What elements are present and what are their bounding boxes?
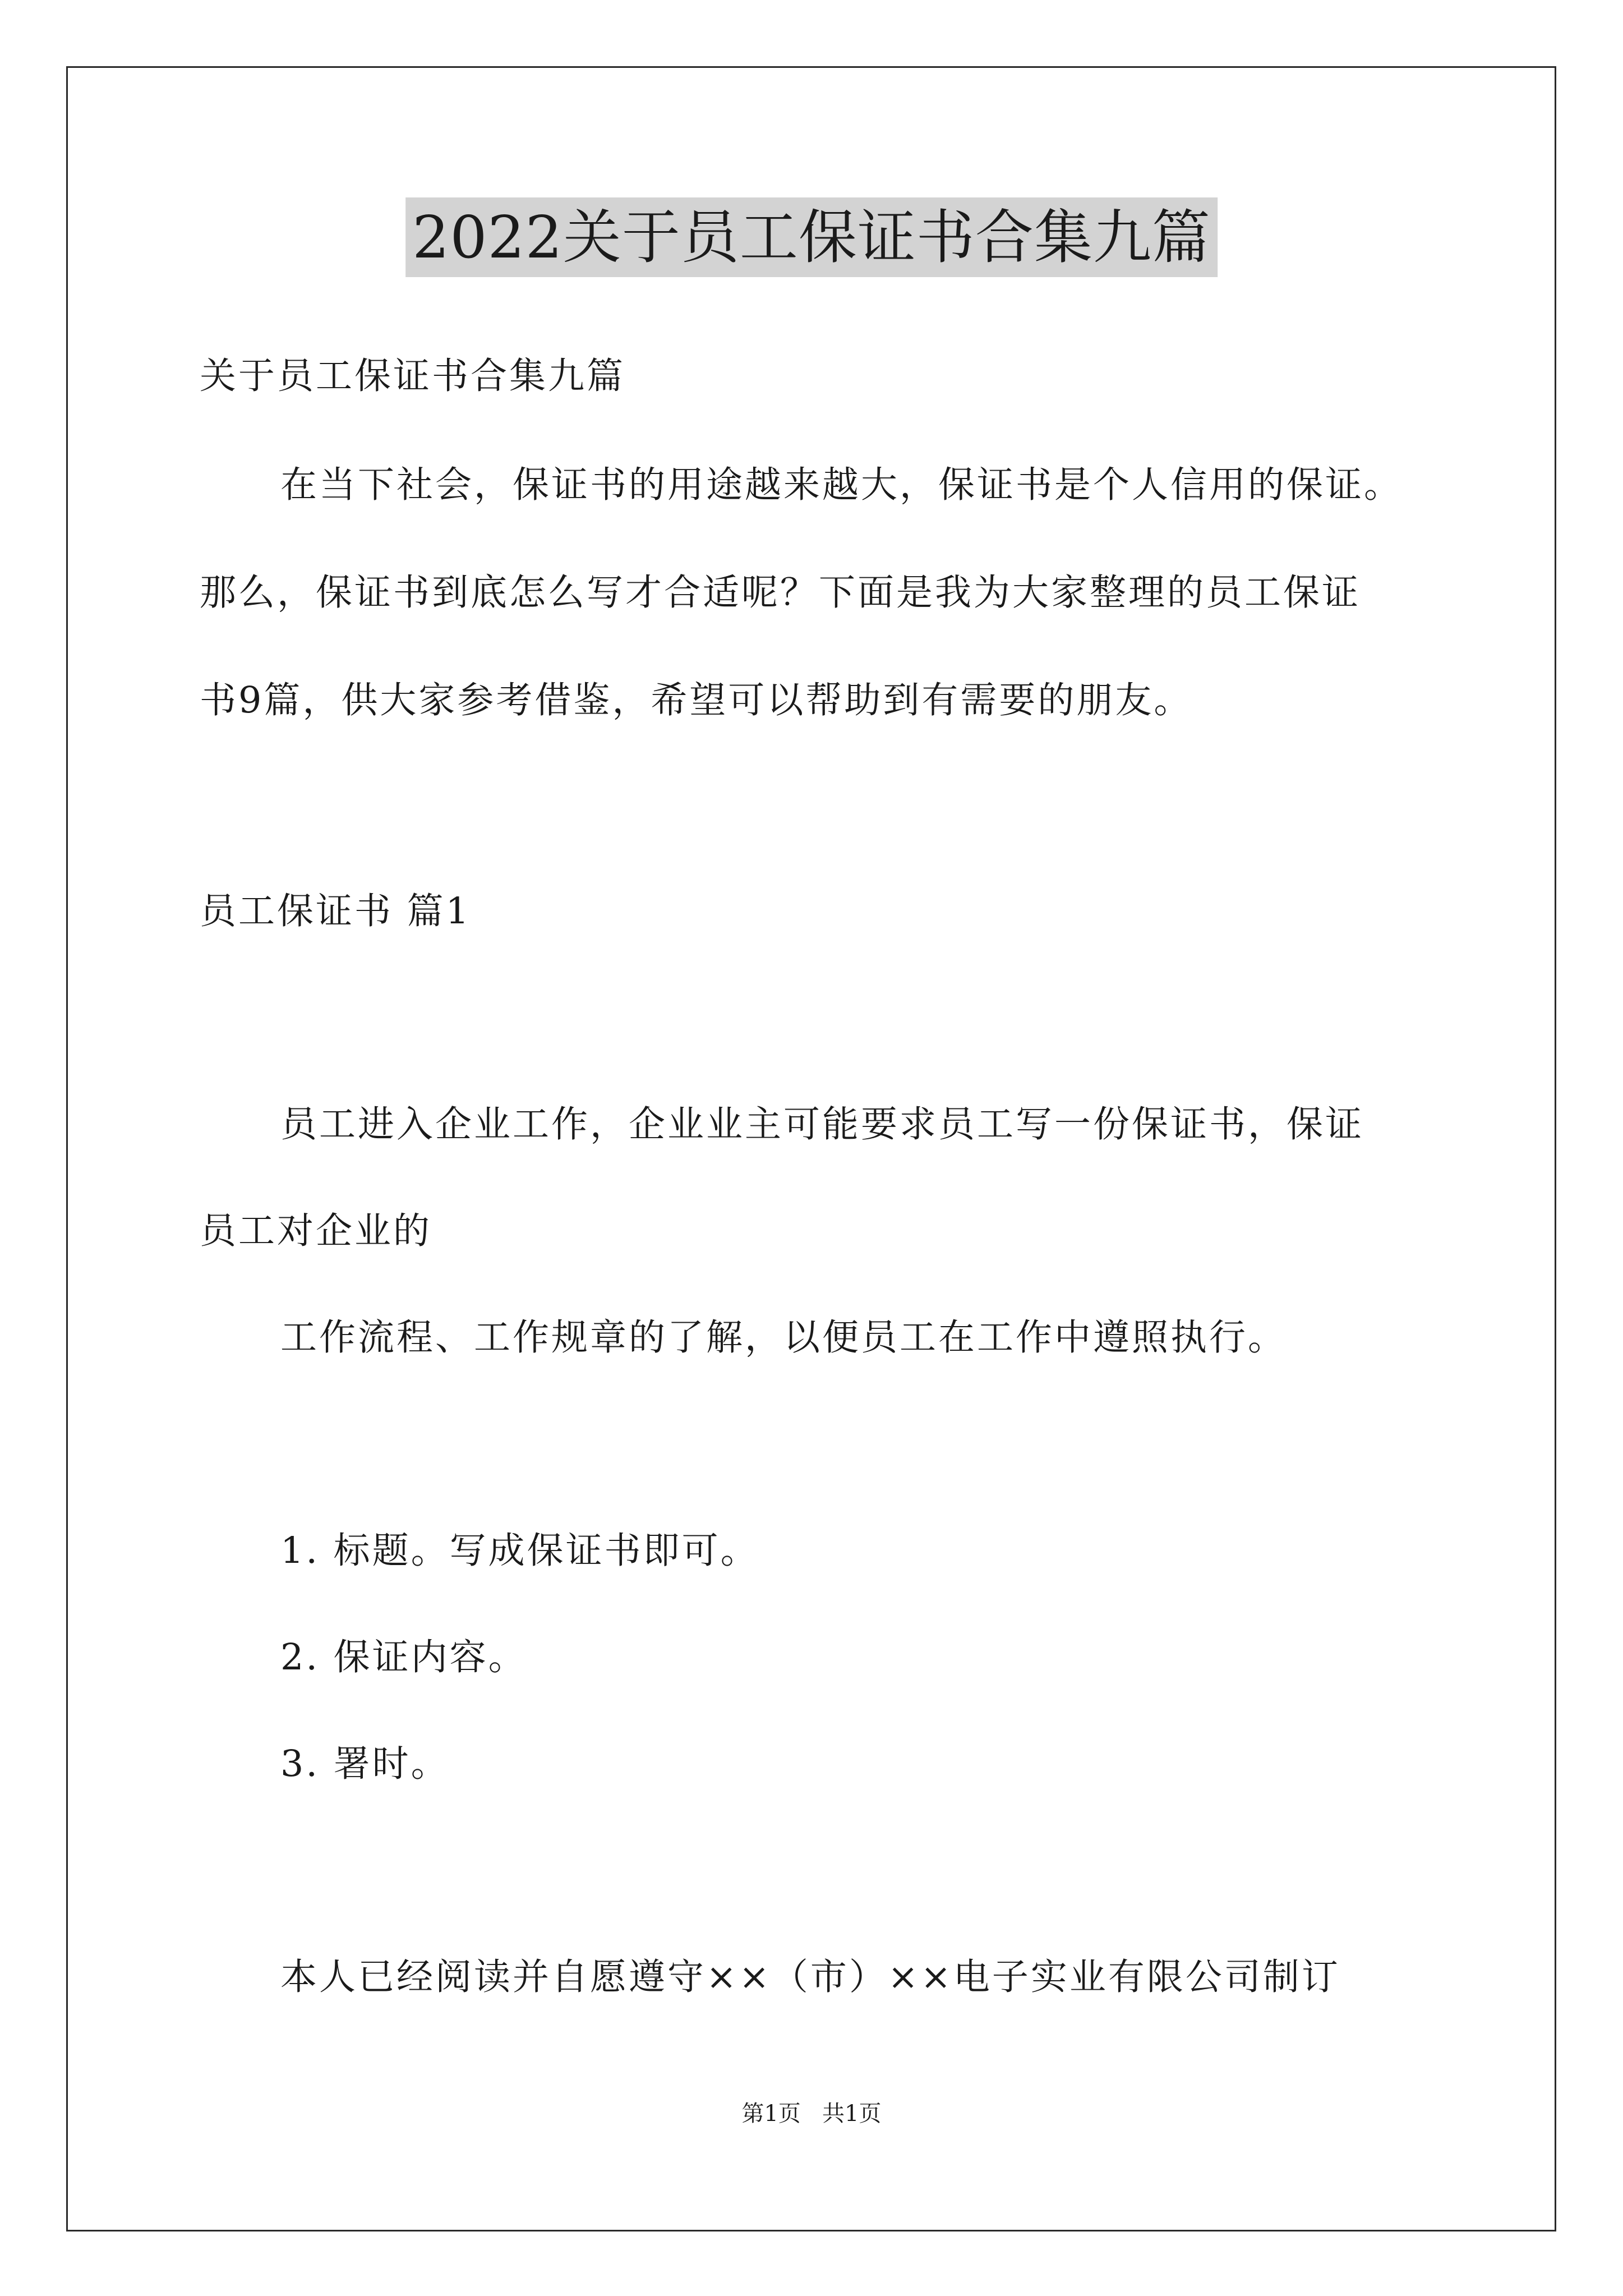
section-body-line-3: 工作流程、工作规章的了解，以便员工在工作中遵照执行。 (280, 1317, 1287, 1359)
list-item: 3. 署时。 (280, 1743, 450, 1785)
document-subtitle: 关于员工保证书合集九篇 (200, 355, 626, 397)
section-heading: 员工保证书 篇1 (200, 890, 472, 932)
section-body-line-1: 员工进入企业工作，企业业主可能要求员工写一份保证书，保证 (280, 1103, 1364, 1145)
page-footer: 第1页 共1页 (741, 2101, 882, 2127)
intro-line-3: 书9篇，供大家参考借鉴，希望可以帮助到有需要的朋友。 (200, 679, 1193, 721)
intro-line-1: 在当下社会，保证书的用途越来越大，保证书是个人信用的保证。 (280, 464, 1403, 506)
intro-line-2: 那么，保证书到底怎么写才合适呢？下面是我为大家整理的员工保证 (200, 572, 1361, 614)
section-body-line-2: 员工对企业的 (200, 1210, 432, 1252)
list-item: 2. 保证内容。 (280, 1636, 527, 1678)
document-title: 2022关于员工保证书合集九篇 (405, 197, 1218, 277)
list-item: 1. 标题。写成保证书即可。 (280, 1530, 759, 1572)
closing-line: 本人已经阅读并自愿遵守××（市）××电子实业有限公司制订 (280, 1956, 1340, 1998)
